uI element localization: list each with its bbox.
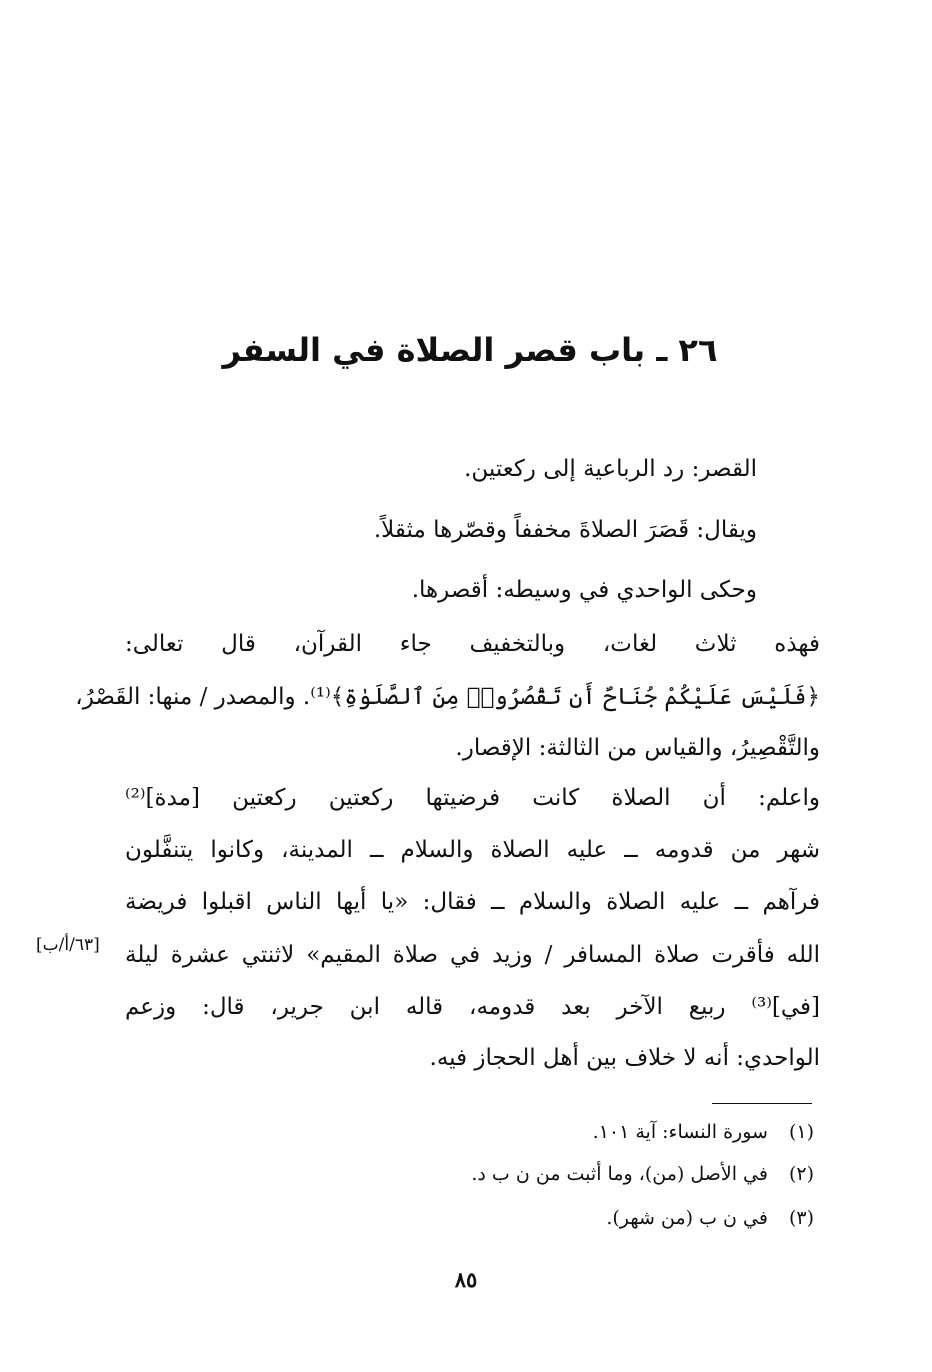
quran-verse-line: ﴿فَلَيْسَ عَلَيْكُمْ جُنَاحٌ أَن تَقْصُرُوا۟ مِنَ ٱلصَّلَوٰةِ﴾⁽¹⁾. والمصدر / منها: القَصْرُ،	[75, 684, 820, 710]
body-line: ويقال: قَصَرَ الصلاةَ مخففاً وقصّرها مثقلاً.	[373, 517, 757, 543]
body-line: شهر من قدومه ــ عليه الصلاة والسلام ــ المدينة، وكانوا يتنفَّلون	[125, 837, 820, 863]
footnote	[471, 1157, 814, 1191]
page-number: ٨٥	[454, 1267, 478, 1292]
body-line: والتَّقْصِيرُ، والقياس من الثالثة: الإقصار.	[455, 735, 820, 761]
body-line: فهذه ثلاث لغات، وبالتخفيف جاء القرآن، قال تعالى:	[125, 631, 820, 657]
body-line: وحكى الواحدي في وسيطه: أقصرها.	[411, 577, 757, 603]
body-line: واعلم: أن الصلاة كانت فرضيتها ركعتين ركعتين [مدة]⁽²⁾	[125, 785, 820, 811]
body-line: فرآهم ــ عليه الصلاة والسلام ــ فقال: «يا أيها الناس اقبلوا فريضة	[125, 889, 820, 915]
footnote-text: في ن ب (من شهر).	[606, 1207, 768, 1229]
footnote	[606, 1201, 814, 1235]
body-line: [في]⁽³⁾ ربيع الآخر بعد قدومه، قاله ابن جرير، قال: وزعم	[125, 994, 820, 1020]
footnote-separator	[712, 1103, 812, 1104]
body-line: الواحدي: أنه لا خلاف بين أهل الحجاز فيه.	[429, 1045, 820, 1071]
footnote	[593, 1115, 814, 1149]
footnote-number: (٢)	[788, 1163, 814, 1185]
footnote-number: (١)	[788, 1121, 814, 1143]
footnote-text: سورة النساء: آية ١٠١.	[592, 1121, 768, 1143]
footnote-text: في الأصل (من)، وما أثبت من ن ب د.	[471, 1163, 768, 1185]
manuscript-folio-note: [٦٣/أ/ب]	[36, 935, 100, 955]
body-line: القصر: رد الرباعية إلى ركعتين.	[464, 456, 757, 482]
chapter-title: ٢٦ ـ باب قصر الصلاة في السفر	[222, 331, 718, 369]
body-line: الله فأقرت صلاة المسافر / وزيد في صلاة المقيم» لاثنتي عشرة ليلة	[125, 942, 820, 968]
footnote-number: (٣)	[788, 1207, 814, 1229]
